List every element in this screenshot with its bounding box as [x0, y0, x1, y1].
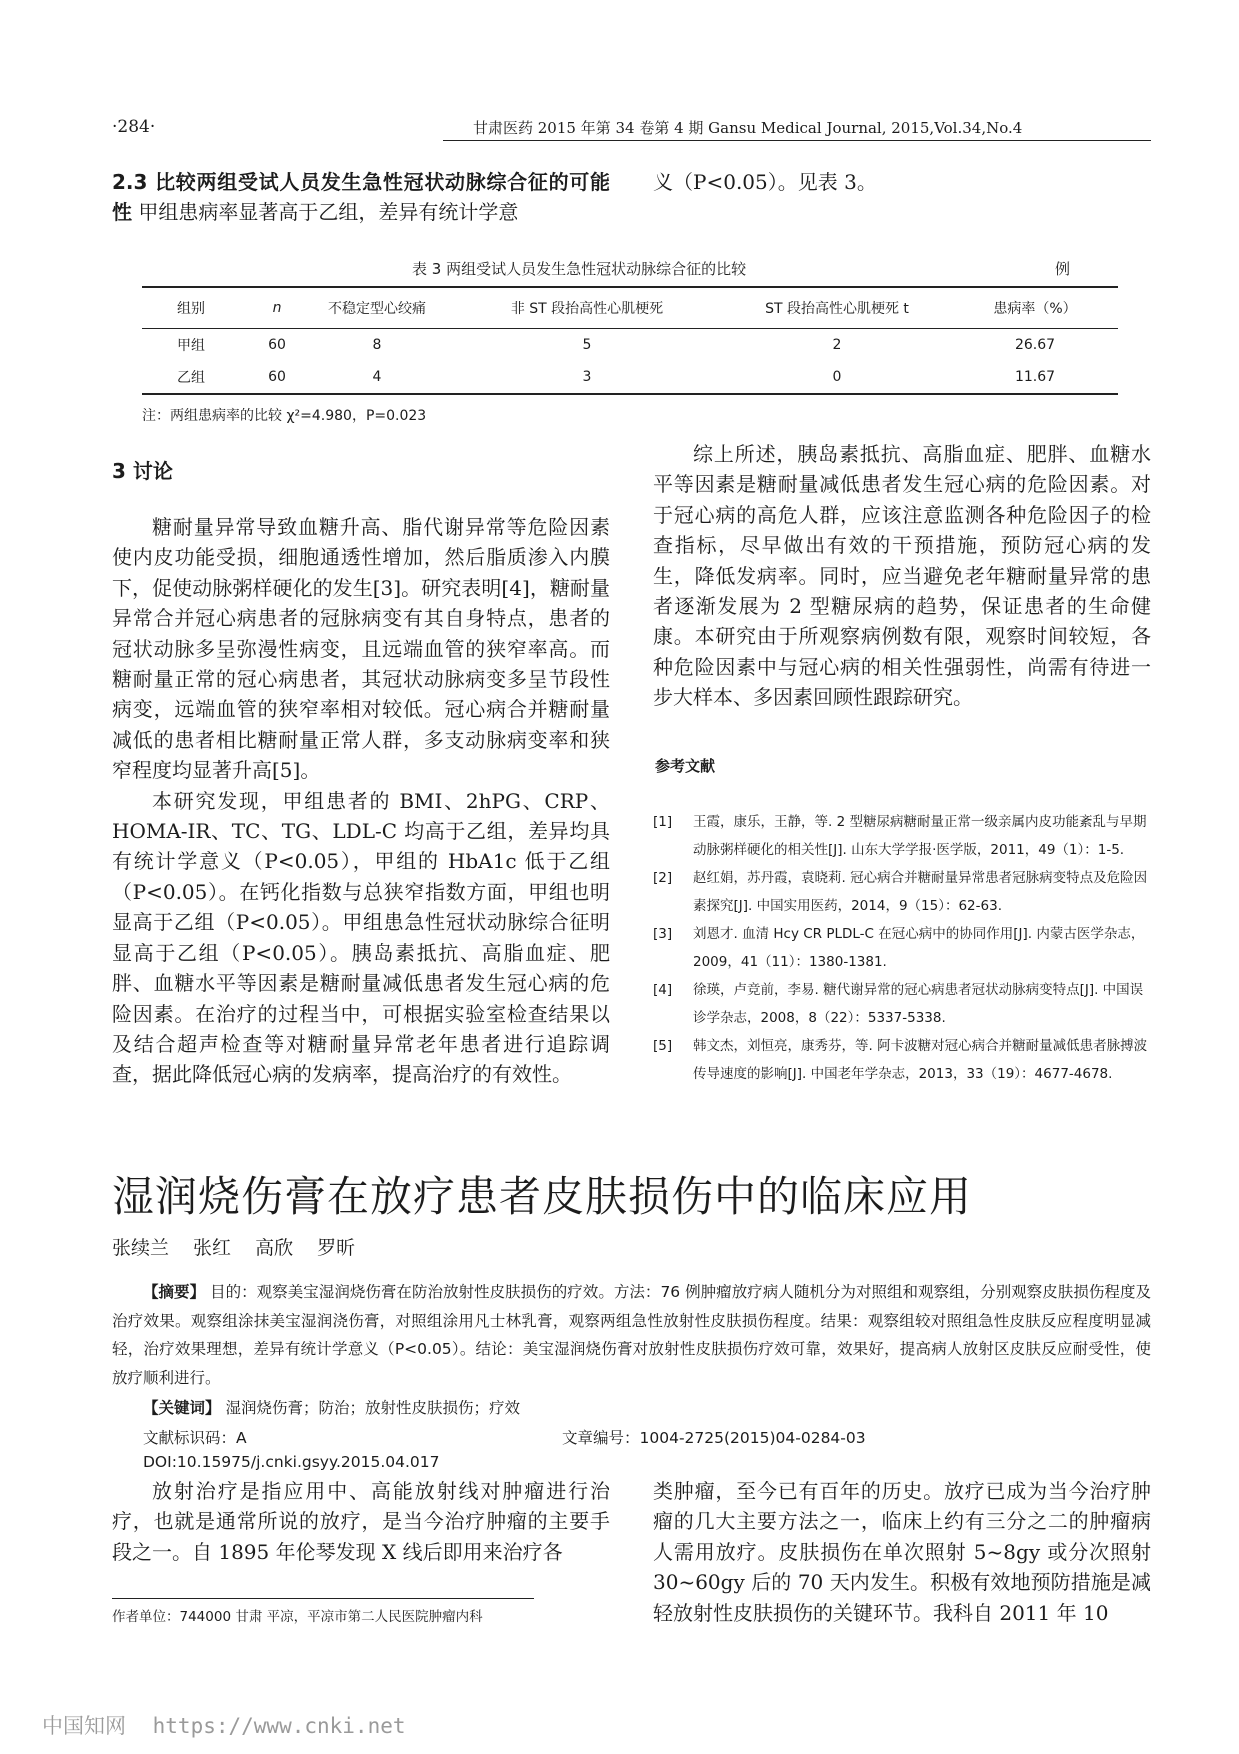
table-row [142, 329, 1118, 362]
table-header-cell: ST 段抬高性心肌梗死 t [722, 287, 952, 329]
table-unit: 例 [1055, 260, 1071, 278]
reference-item: [3] 刘恩才. 血清 Hcy CR PLDL-C 在冠心病中的协同作用[J]. 内蒙古医学杂志，2009，41（11）：1380-1381. [653, 926, 1145, 970]
discussion-paragraph-1: 糖耐量异常导致血糖升高、脂代谢异常等危险因素使内皮功能受损，细胞通透性增加，然后脂质渗入内膜下，促使动脉粥样硬化的发生[3]。研究表明[4]，糖耐量异常合并冠心病患者的冠脉病变有其自身特点，患者的冠状动脉多呈弥漫性病变，且远端血管的狭窄率高。而糖耐量正常的冠心病患者，其冠状动脉病变多呈节段性病变，远端血管的狭窄率相对较低。冠心病合并糖耐量减低的患者相比糖耐量正常人群，多支动脉病变率和狭窄程度均显著升高[5]。 [112, 515, 610, 783]
table-cell: 60 [252, 361, 302, 394]
abstract-label: 【摘要】 [143, 1283, 206, 1301]
discussion-paragraph-3: 综上所述，胰岛素抵抗、高脂血症、肥胖、血糖水平等因素是糖耐量减低患者发生冠心病的危险因素。对于冠心病的高危人群，应该注意监测各种危险因子的检查指标，尽早做出有效的干预措施，预防冠心病的发生，降低发病率。同时，应当避免老年糖耐量异常的患者逐渐发展为 2 型糖尿病的趋势，保证患者的生命健康。本研究由于所观察病例数有限，观察时间较短，各种危险因素中与冠心病的相关性强弱性，尚需有待进一步大样本、多因素回顾性跟踪研究。 [653, 442, 1151, 710]
table-header-cell: 非 ST 段抬高性心肌梗死 [452, 287, 722, 329]
table-caption: 表 3 两组受试人员发生急性冠状动脉综合征的比较 [412, 260, 747, 278]
table-header-row [142, 287, 1118, 329]
table-cell: 乙组 [142, 361, 252, 394]
table-cell: 60 [268, 337, 286, 353]
header-rule [443, 140, 1151, 141]
abstract-text: 目的：观察美宝湿润烧伤膏在防治放射性皮肤损伤的疗效。方法：76 例肿瘤放疗病人随机分为对照组和观察组，分别观察皮肤损伤程度及治疗效果。观察组涂抹美宝湿润浇伤膏，对照组涂用凡士林乳膏，观察两组急性放射性皮肤损伤程度。结果：观察组较对照组急性皮肤反应程度明显减轻，治疗效果理想，差异有统计学意义（P<0.05）。结论：美宝湿润烧伤膏对放射性皮肤损伤疗效可靠，效果好，提高病人放射区皮肤反应耐受性，使放疗顺利进行。 [112, 1283, 1151, 1387]
table-header-cell: 组别 [142, 287, 252, 329]
table-cell: 4 [302, 361, 452, 394]
article-title: 湿润烧伤膏在放疗患者皮肤损伤中的临床应用 [112, 1172, 973, 1221]
article-body-left: 放射治疗是指应用中、高能放射线对肿瘤进行治疗，也就是通常所说的放疗，是当今治疗肿瘤的主要手段之一。自 1895 年伦琴发现 X 线后即用来治疗各 [112, 1479, 610, 1564]
article-number: 文章编号：1004-2725(2015)04-0284-03 [562, 1429, 866, 1447]
section-3-title: 3 讨论 [112, 459, 173, 483]
references-title: 参考文献 [655, 757, 716, 775]
table-header-cell: 不稳定型心绞痛 [302, 287, 452, 329]
table-cell: 0 [722, 361, 952, 394]
article-body-right: 类肿瘤，至今已有百年的历史。放疗已成为当今治疗肿瘤的几大主要方法之一，临床上约有三分之二的肿瘤病人需用放疗。皮肤损伤在单次照射 5~8gy 或分次照射 30~60gy 后的 70 天内发生。积极有效地预防措施是减轻放射性皮肤损伤的关键环节。我科自 2011 年 10 [653, 1479, 1151, 1625]
reference-item: [5] 韩文杰，刘恒亮，康秀芬，等. 阿卡波糖对冠心病合并糖耐量减低患者脉搏波传导速度的影响[J]. 中国老年学杂志，2013，33（19）：4677-4678. [653, 1038, 1148, 1082]
table-cell: 11.67 [952, 361, 1118, 394]
table-cell: 26.67 [1014, 337, 1056, 353]
table-header-cell: 患病率（%） [952, 287, 1118, 329]
reference-item: [2] 赵红娟，苏丹霞，袁晓莉. 冠心病合并糖耐量异常患者冠脉病变特点及危险因素探究[J]. 中国实用医药，2014，9（15）：62-63. [653, 870, 1148, 914]
references-list [653, 808, 1151, 1088]
table-cell: 5 [582, 337, 592, 353]
author-affiliation: 作者单位：744000 甘肃 平凉，平凉市第二人民医院肿瘤内科 [112, 1609, 483, 1625]
reference-item: [4] 徐瑛，卢竞前，李易. 糖代谢异常的冠心病患者冠状动脉病变特点[J]. 中国误诊学杂志，2008，8（22）：5337-5338. [653, 982, 1144, 1026]
running-header: 甘肃医药 2015 年第 34 卷第 4 期 Gansu Medical Journal, 2015,Vol.34,No.4 [473, 119, 1023, 137]
abstract [112, 1278, 1151, 1392]
doi: DOI:10.15975/j.cnki.gsyy.2015.04.017 [143, 1453, 440, 1471]
cnki-watermark: 中国知网 https://www.cnki.net [42, 1714, 406, 1738]
doc-code: 文献标识码：A [143, 1429, 247, 1447]
table-cell: 2 [832, 337, 842, 353]
reference-item: [1] 王霞，康乐，王静，等. 2 型糖尿病糖耐量正常一级亲属内皮功能紊乱与早期动脉粥样硬化的相关性[J]. 山东大学学报·医学版，2011，49（1）：1-5. [653, 814, 1147, 858]
table-cell: 8 [372, 337, 382, 353]
keywords-label: 【关键词】 [143, 1399, 221, 1417]
section-2-3-heading: 2.3 比较两组受试人员发生急性冠状动脉综合征的可能性 [112, 170, 610, 225]
conclusion-block [653, 439, 1151, 713]
section-2-3 [112, 167, 610, 228]
section-2-3-continuation: 义（P<0.05）。见表 3。 [653, 170, 877, 194]
section-3 [112, 455, 610, 1090]
table-row [142, 361, 1118, 394]
table-header-cell: n [252, 287, 302, 329]
table-note: 注：两组患病率的比较 χ²=4.980，P=0.023 [142, 408, 427, 424]
section-2-3-body: 甲组患病率显著高于乙组，差异有统计学意 [132, 200, 519, 225]
table-cell: 3 [452, 361, 722, 394]
keywords [143, 1396, 520, 1418]
footnote-rule [112, 1598, 534, 1599]
discussion-paragraph-2: 本研究发现，甲组患者的 BMI、2hPG、CRP、HOMA-IR、TC、TG、LDL-C 均高于乙组，差异均具有统计学意义（P<0.05），甲组的 HbA1c 低于乙组（P<0.05）。在钙化指数与总狭窄指数方面，甲组也明显高于乙组（P<0.05）。甲组患急性冠状动脉综合征明显高于乙组（P<0.05）。胰岛素抵抗、高脂血症、肥胖、血糖水平等因素是糖耐量减低患者发生冠心病的危险因素。在治疗的过程当中，可根据实验室检查结果以及结合超声检查等对糖耐量异常老年患者进行追踪调查，据此降低冠心病的发病率，提高治疗的有效性。 [112, 788, 610, 1087]
table-cell: 甲组 [177, 338, 205, 354]
keywords-text: 湿润烧伤膏；防治；放射性皮肤损伤；疗效 [220, 1399, 520, 1417]
table-3 [142, 286, 1118, 395]
page-number: ·284· [112, 117, 156, 137]
article-authors: 张续兰 张红 高欣 罗昕 [112, 1237, 356, 1259]
